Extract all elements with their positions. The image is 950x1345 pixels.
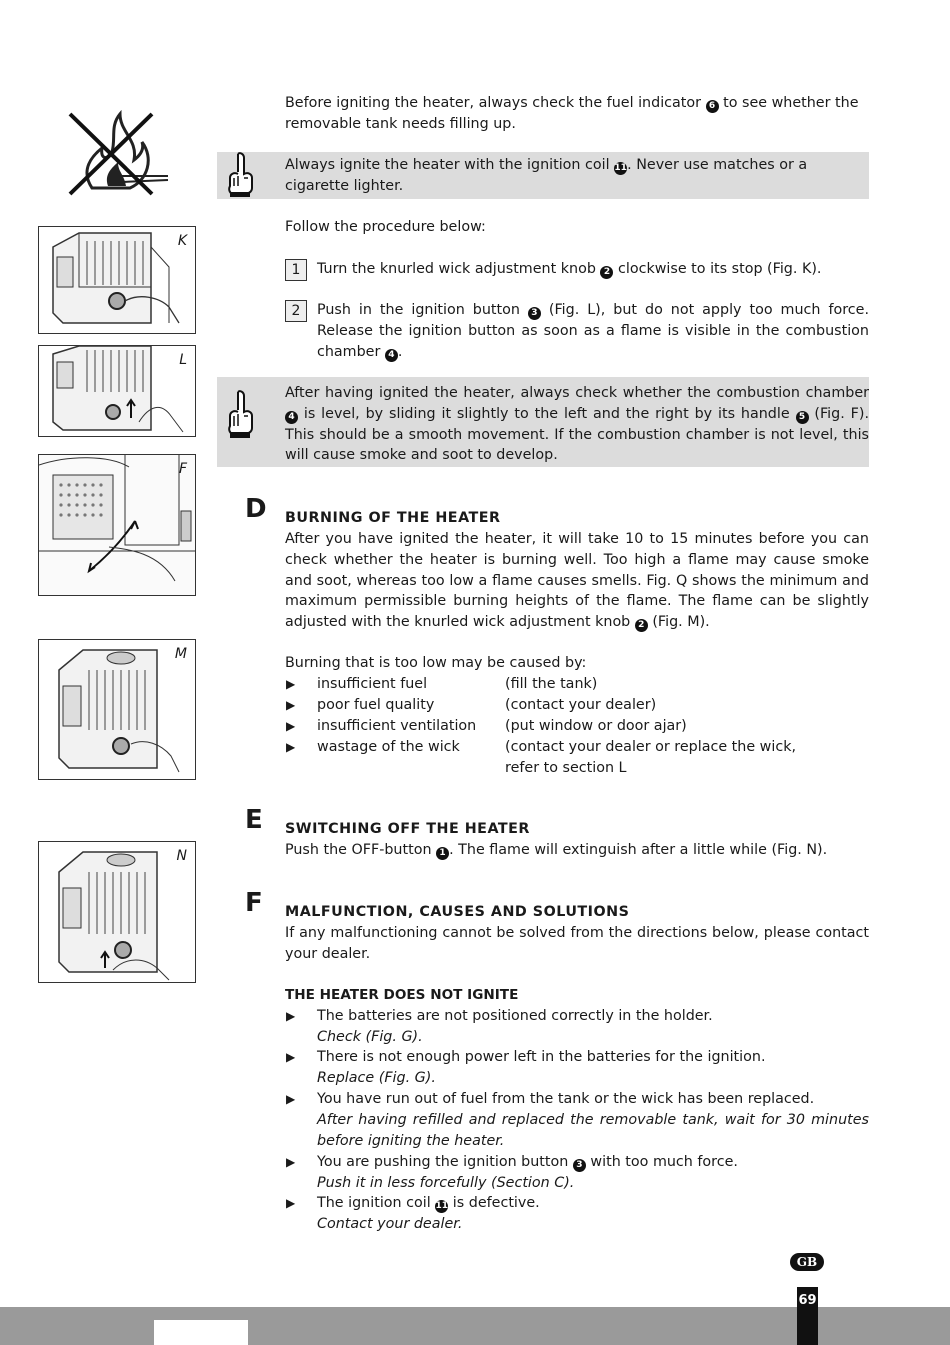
low-burning-intro: Burning that is too low may be caused by: <box>285 655 587 671</box>
callout-6: 6 <box>706 100 719 113</box>
malfunction-item <box>317 1193 869 1235</box>
figure-k <box>38 226 196 334</box>
figure-n <box>38 841 196 983</box>
cause-remedy: (contact your dealer) <box>505 697 657 713</box>
callout-11: 11 <box>435 1201 449 1211</box>
section-letter-d: D <box>245 494 267 524</box>
malfunction-action: Contact your dealer. <box>317 1215 463 1232</box>
malfunction-item <box>317 1089 869 1151</box>
malfunction-action: Check (Fig. G). <box>317 1028 423 1045</box>
malfunction-item <box>317 1047 869 1089</box>
section-e-paragraph: Push the OFF-button 1 . The flame will extinguish after a little while (Fig. N). <box>285 842 828 858</box>
section-letter-f: F <box>245 888 263 918</box>
bullet-icon: ▶ <box>286 1092 296 1106</box>
follow-procedure: Follow the procedure below: <box>285 219 486 235</box>
bullet-icon: ▶ <box>286 677 296 691</box>
step-2-text: Push in the ignition button 3 (Fig. L), but do not apply too much force. Release the ignition button as soon as a flame is visible in the combustion chamber 4 . <box>317 302 869 360</box>
page-number: 69 <box>797 1287 818 1345</box>
cause-remedy: (contact your dealer or replace the wick, <box>505 739 797 755</box>
figure-l <box>38 345 196 437</box>
section-title-f: MALFUNCTION, CAUSES AND SOLUTIONS <box>285 904 630 920</box>
figure-n-label: N <box>176 848 187 864</box>
malfunction-cause: You have run out of fuel from the tank or the wick has been replaced. <box>317 1091 815 1107</box>
cause-remedy: (put window or door ajar) <box>505 718 687 734</box>
malfunction-action: Replace (Fig. G). <box>317 1069 436 1086</box>
no-open-flame-icon <box>62 108 172 198</box>
language-badge: GB <box>790 1253 824 1271</box>
malfunction-cause: The ignition coil 11 is defective. <box>317 1195 540 1211</box>
section-f-paragraph: If any malfunctioning cannot be solved from the directions below, please contact your dealer. <box>285 925 869 962</box>
malfunction-action: Push it in less forcefully (Section C). <box>317 1174 575 1191</box>
bullet-icon: ▶ <box>286 1196 296 1210</box>
section-letter-e: E <box>245 805 263 835</box>
callout-3: 3 <box>573 1159 586 1172</box>
step-number-1: 1 <box>285 259 307 281</box>
figure-l-label: L <box>179 352 187 368</box>
malfunction-item <box>317 1006 869 1048</box>
callout-4: 4 <box>385 349 398 362</box>
malfunction-cause: The batteries are not positioned correctly in the holder. <box>317 1008 713 1024</box>
callout-5: 5 <box>796 411 809 424</box>
callout-1: 1 <box>436 847 449 860</box>
cause-remedy-continued: refer to section L <box>505 760 627 776</box>
step-number-2: 2 <box>285 300 307 322</box>
section-d-paragraph: After you have ignited the heater, it will take 10 to 15 minutes before you can check whether the heater is burning well. Too high a flame may cause smoke and soot, whereas too low a flame causes smells. Fig. Q shows the minimum and maximum permissible burning heights of the flame. The flame can be slightly adjusted with the knurled wick adjustment knob 2 (Fig. M). <box>285 531 869 631</box>
cause-remedy: (fill the tank) <box>505 676 598 692</box>
malfunction-cause: You are pushing the ignition button 3 with too much force. <box>317 1154 738 1170</box>
figure-f-label: F <box>178 461 187 477</box>
callout-11: 11 <box>614 163 627 173</box>
cause-label: insufficient ventilation <box>317 718 477 734</box>
bullet-icon: ▶ <box>286 1155 296 1169</box>
callout-3: 3 <box>528 307 541 320</box>
figure-m-label: M <box>174 646 187 662</box>
note-level-text: After having ignited the heater, always check whether the combustion chamber 4 is level, by sliding it slightly to the left and the right by its handle 5 (Fig. F). This should be a smooth movement. If the combustion chamber is not level, this will cause smoke and soot to develop. <box>285 385 869 464</box>
bullet-icon: ▶ <box>286 698 296 712</box>
pointing-hand-icon <box>224 390 258 447</box>
bullet-icon: ▶ <box>286 719 296 733</box>
cause-label: wastage of the wick <box>317 739 460 755</box>
section-title-e: SWITCHING OFF THE HEATER <box>285 821 530 837</box>
step-1-text: Turn the knurled wick adjustment knob 2 clockwise to its stop (Fig. K). <box>317 261 822 277</box>
fuel-check-paragraph: Before igniting the heater, always check the fuel indicator 6 to see whether the removable tank needs filling up. <box>285 95 859 132</box>
malfunction-cause: There is not enough power left in the batteries for the ignition. <box>317 1049 766 1065</box>
malfunction-action: After having refilled and replaced the removable tank, wait for 30 minutes before igniting the heater. <box>317 1111 869 1149</box>
cause-label: poor fuel quality <box>317 697 435 713</box>
note-ignition-text: Always ignite the heater with the ignition coil 11. Never use matches or a cigarette lighter. <box>285 157 808 194</box>
malfunction-item <box>317 1152 869 1194</box>
subsection-title: THE HEATER DOES NOT IGNITE <box>285 987 519 1003</box>
callout-2: 2 <box>635 619 648 632</box>
bullet-icon: ▶ <box>286 1050 296 1064</box>
footer-white-tab <box>154 1320 248 1345</box>
cause-label: insufficient fuel <box>317 676 428 692</box>
section-title-d: BURNING OF THE HEATER <box>285 510 501 526</box>
callout-2: 2 <box>600 266 613 279</box>
figure-k-label: K <box>177 233 187 249</box>
bullet-icon: ▶ <box>286 1009 296 1023</box>
bullet-icon: ▶ <box>286 740 296 754</box>
figure-m <box>38 639 196 780</box>
callout-4: 4 <box>285 411 298 424</box>
figure-f <box>38 454 196 596</box>
pointing-hand-icon <box>224 152 258 205</box>
